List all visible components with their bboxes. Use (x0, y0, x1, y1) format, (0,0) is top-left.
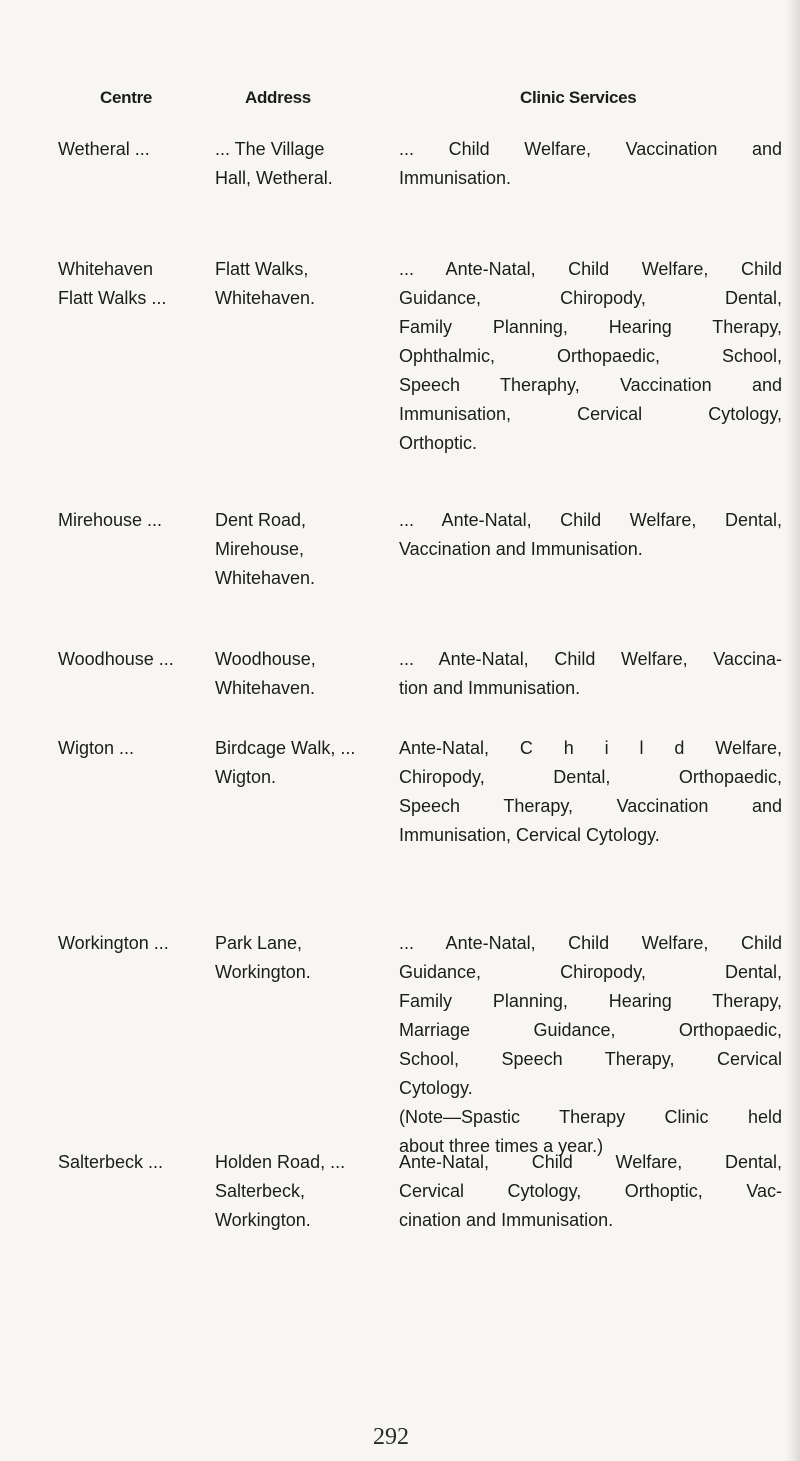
services-line: Guidance, Chiropody, Dental, (399, 288, 782, 308)
services-cell (399, 135, 782, 193)
services-line: Orthoptic. (399, 433, 478, 453)
services-line: Marriage Guidance, Orthopaedic, (399, 1020, 782, 1040)
services-cell (399, 506, 782, 564)
services-cell (399, 255, 782, 458)
page-edge-shadow (786, 0, 800, 1461)
services-line: Family Planning, Hearing Therapy, (399, 317, 782, 337)
services-line: cination and Immunisation. (399, 1210, 614, 1230)
centre-cell: Wetheral ... (58, 139, 150, 159)
services-line: ... Child Welfare, Vaccination and (399, 139, 782, 159)
services-line: ... Ante-Natal, Child Welfare, Child (399, 259, 782, 279)
centre-cell: Mirehouse ... (58, 510, 163, 530)
services-line: Cytology. (399, 1078, 473, 1098)
services-line: Vaccination and Immunisation. (399, 539, 643, 559)
address-cell: Woodhouse, Whitehaven. (215, 649, 316, 698)
services-line: ... Ante-Natal, Child Welfare, Child (399, 933, 782, 953)
services-cell (399, 929, 782, 1161)
services-line: Cervical Cytology, Orthoptic, Vac- (399, 1181, 782, 1201)
centre-cell: Salterbeck ... (58, 1152, 164, 1172)
services-line: Ophthalmic, Orthopaedic, School, (399, 346, 782, 366)
address-cell: Birdcage Walk, ... Wigton. (215, 738, 356, 787)
address-cell: ... The Village Hall, Wetheral. (215, 139, 333, 188)
services-line: Immunisation, Cervical Cytology, (399, 404, 782, 424)
services-cell (399, 734, 782, 850)
services-line: Guidance, Chiropody, Dental, (399, 962, 782, 982)
header-centre: Centre (100, 88, 153, 107)
address-cell: Park Lane, Workington. (215, 933, 311, 982)
services-line: Speech Therapy, Vaccination and (399, 796, 782, 816)
services-line: about three times a year.) (399, 1136, 604, 1156)
services-line: (Note—Spastic Therapy Clinic held (399, 1107, 782, 1127)
services-line: School, Speech Therapy, Cervical (399, 1049, 782, 1069)
address-cell: Dent Road, Mirehouse, Whitehaven. (215, 510, 316, 588)
address-cell: Holden Road, ... Salterbeck, Workington. (215, 1152, 346, 1230)
services-line: Ante-Natal, Child Welfare, Dental, (399, 1152, 782, 1172)
services-line: Immunisation, Cervical Cytology. (399, 825, 660, 845)
centre-cell: Whitehaven Flatt Walks ... (58, 259, 167, 308)
services-line: Immunisation. (399, 168, 512, 188)
header-clinic-services: Clinic Services (520, 88, 637, 107)
services-line: Ante-Natal, C h i l d Welfare, (399, 738, 782, 758)
address-cell: Flatt Walks, Whitehaven. (215, 259, 316, 308)
services-line: ... Ante-Natal, Child Welfare, Vaccina- (399, 649, 782, 669)
services-line: Speech Theraphy, Vaccination and (399, 375, 782, 395)
centre-cell: Woodhouse ... (58, 649, 174, 669)
services-cell (399, 1148, 782, 1235)
services-line: Family Planning, Hearing Therapy, (399, 991, 782, 1011)
services-line: ... Ante-Natal, Child Welfare, Dental, (399, 510, 782, 530)
centre-cell: Workington ... (58, 933, 169, 953)
services-line: tion and Immunisation. (399, 678, 581, 698)
services-cell (399, 645, 782, 703)
services-line: Chiropody, Dental, Orthopaedic, (399, 767, 782, 787)
centre-cell: Wigton ... (58, 738, 135, 758)
page-number: 292 (373, 1424, 409, 1450)
header-address: Address (245, 88, 311, 107)
